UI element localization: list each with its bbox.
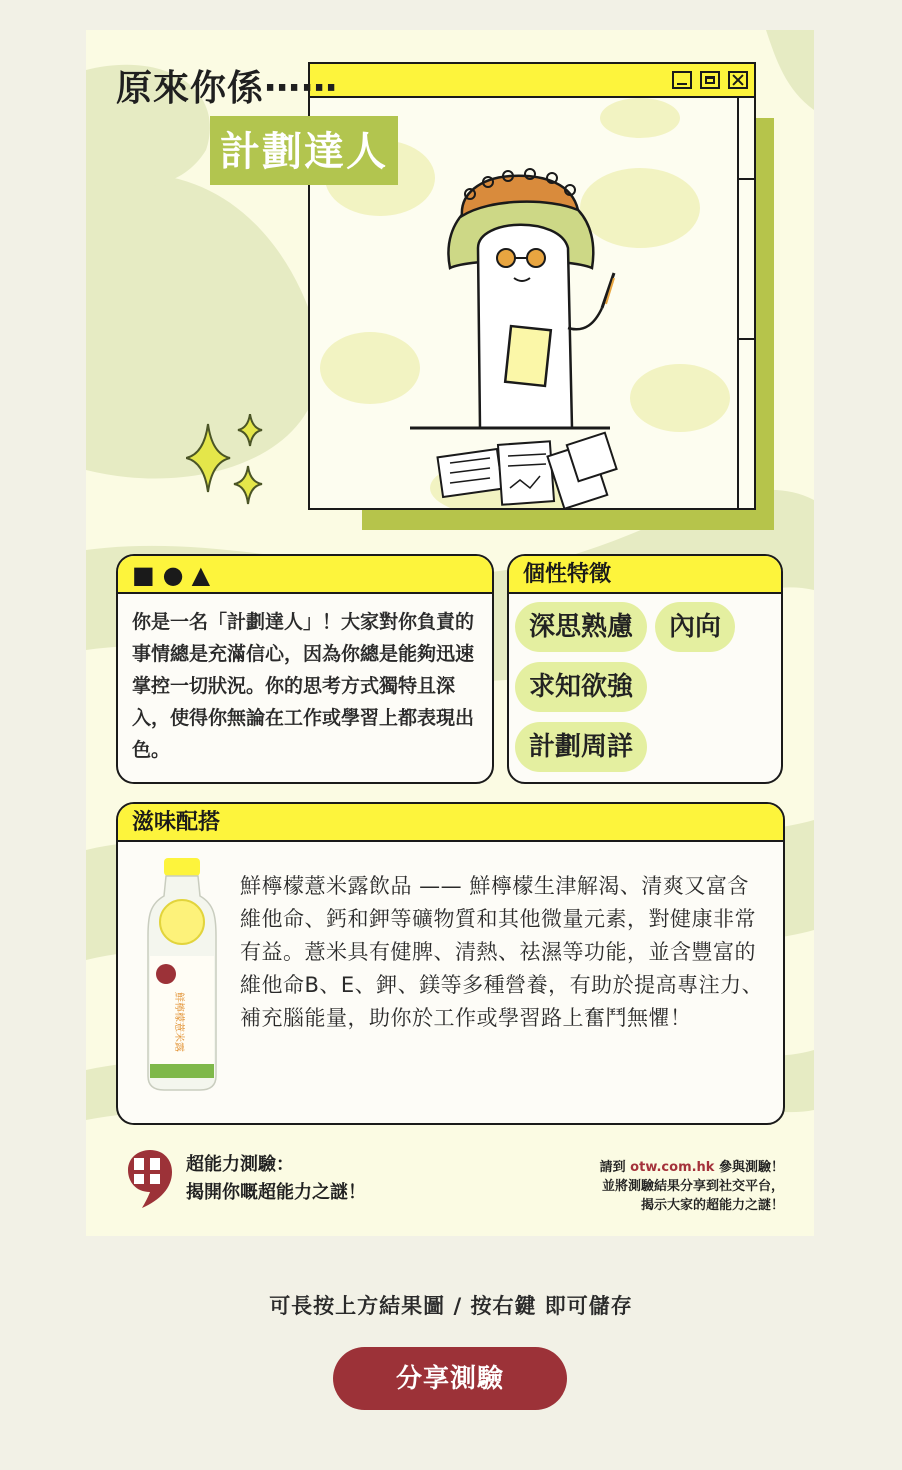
trait-pill: 計劃周詳 xyxy=(515,722,647,772)
traits-panel xyxy=(507,554,783,784)
window-scrollbar xyxy=(737,98,754,508)
sparkle-icon xyxy=(186,414,276,514)
footer-instructions xyxy=(600,1158,784,1215)
pairing-header: 滋味配搭 xyxy=(118,804,783,842)
footer-url-link[interactable]: otw.com.hk xyxy=(630,1160,715,1175)
footer-title-line1: 超能力測驗： xyxy=(186,1154,294,1175)
trait-pill: 求知欲強 xyxy=(515,662,647,712)
close-icon xyxy=(728,71,748,89)
trait-pill: 內向 xyxy=(655,602,735,652)
brand-logo-icon xyxy=(126,1148,174,1210)
window-titlebar xyxy=(310,64,754,98)
pairing-text: 鮮檸檬薏米露飲品 —— 鮮檸檬生津解渴、清爽又富含維他命、鈣和鉀等礦物質和其他微量元素，對健康非常有益。薏米具有健脾、清熱、祛濕等功能，並含豐富的維他命B、E、鉀、鎂等多種營養，有助於提高專注力、補充腦能量，助你於工作或學習路上奮鬥無懼！ xyxy=(240,874,764,1030)
description-header-symbols: ■●▲ xyxy=(118,556,492,594)
footer-brand xyxy=(126,1148,366,1210)
minimize-icon xyxy=(672,71,692,89)
trait-pill: 深思熟慮 xyxy=(515,602,647,652)
bottle-label: 鮮檸檬薏米露 xyxy=(173,992,184,1052)
traits-header: 個性特徵 xyxy=(509,556,781,594)
footer-line2: 並將測驗結果分享到社交平台， xyxy=(601,1179,784,1194)
pairing-panel xyxy=(116,802,785,1125)
description-text: 你是一名「計劃達人」！大家對你負責的事情總是充滿信心，因為你總是能夠迅速掌控一切狀況。你的思考方式獨特且深入，使得你無論在工作或學習上都表現出色。 xyxy=(132,611,475,761)
maximize-icon xyxy=(700,71,720,89)
save-hint: 可長按上方結果圖 / 按右鍵 即可儲存 xyxy=(269,1294,633,1318)
description-panel xyxy=(116,554,494,784)
result-headline: 原來你係⋯⋯ xyxy=(116,68,339,109)
result-type-tag: 計劃達人 xyxy=(210,116,398,185)
lemon-drink-bottle-icon xyxy=(144,856,220,1092)
footer-title-line2: 揭開你嘅超能力之謎！ xyxy=(186,1182,366,1203)
footer-line1-suffix: 參與測驗！ xyxy=(714,1160,784,1175)
share-quiz-button[interactable]: 分享測驗 xyxy=(333,1347,567,1410)
footer-line1-prefix: 請到 xyxy=(599,1160,631,1175)
footer-line3: 揭示大家的超能力之謎！ xyxy=(640,1198,784,1213)
traits-list xyxy=(509,594,781,772)
